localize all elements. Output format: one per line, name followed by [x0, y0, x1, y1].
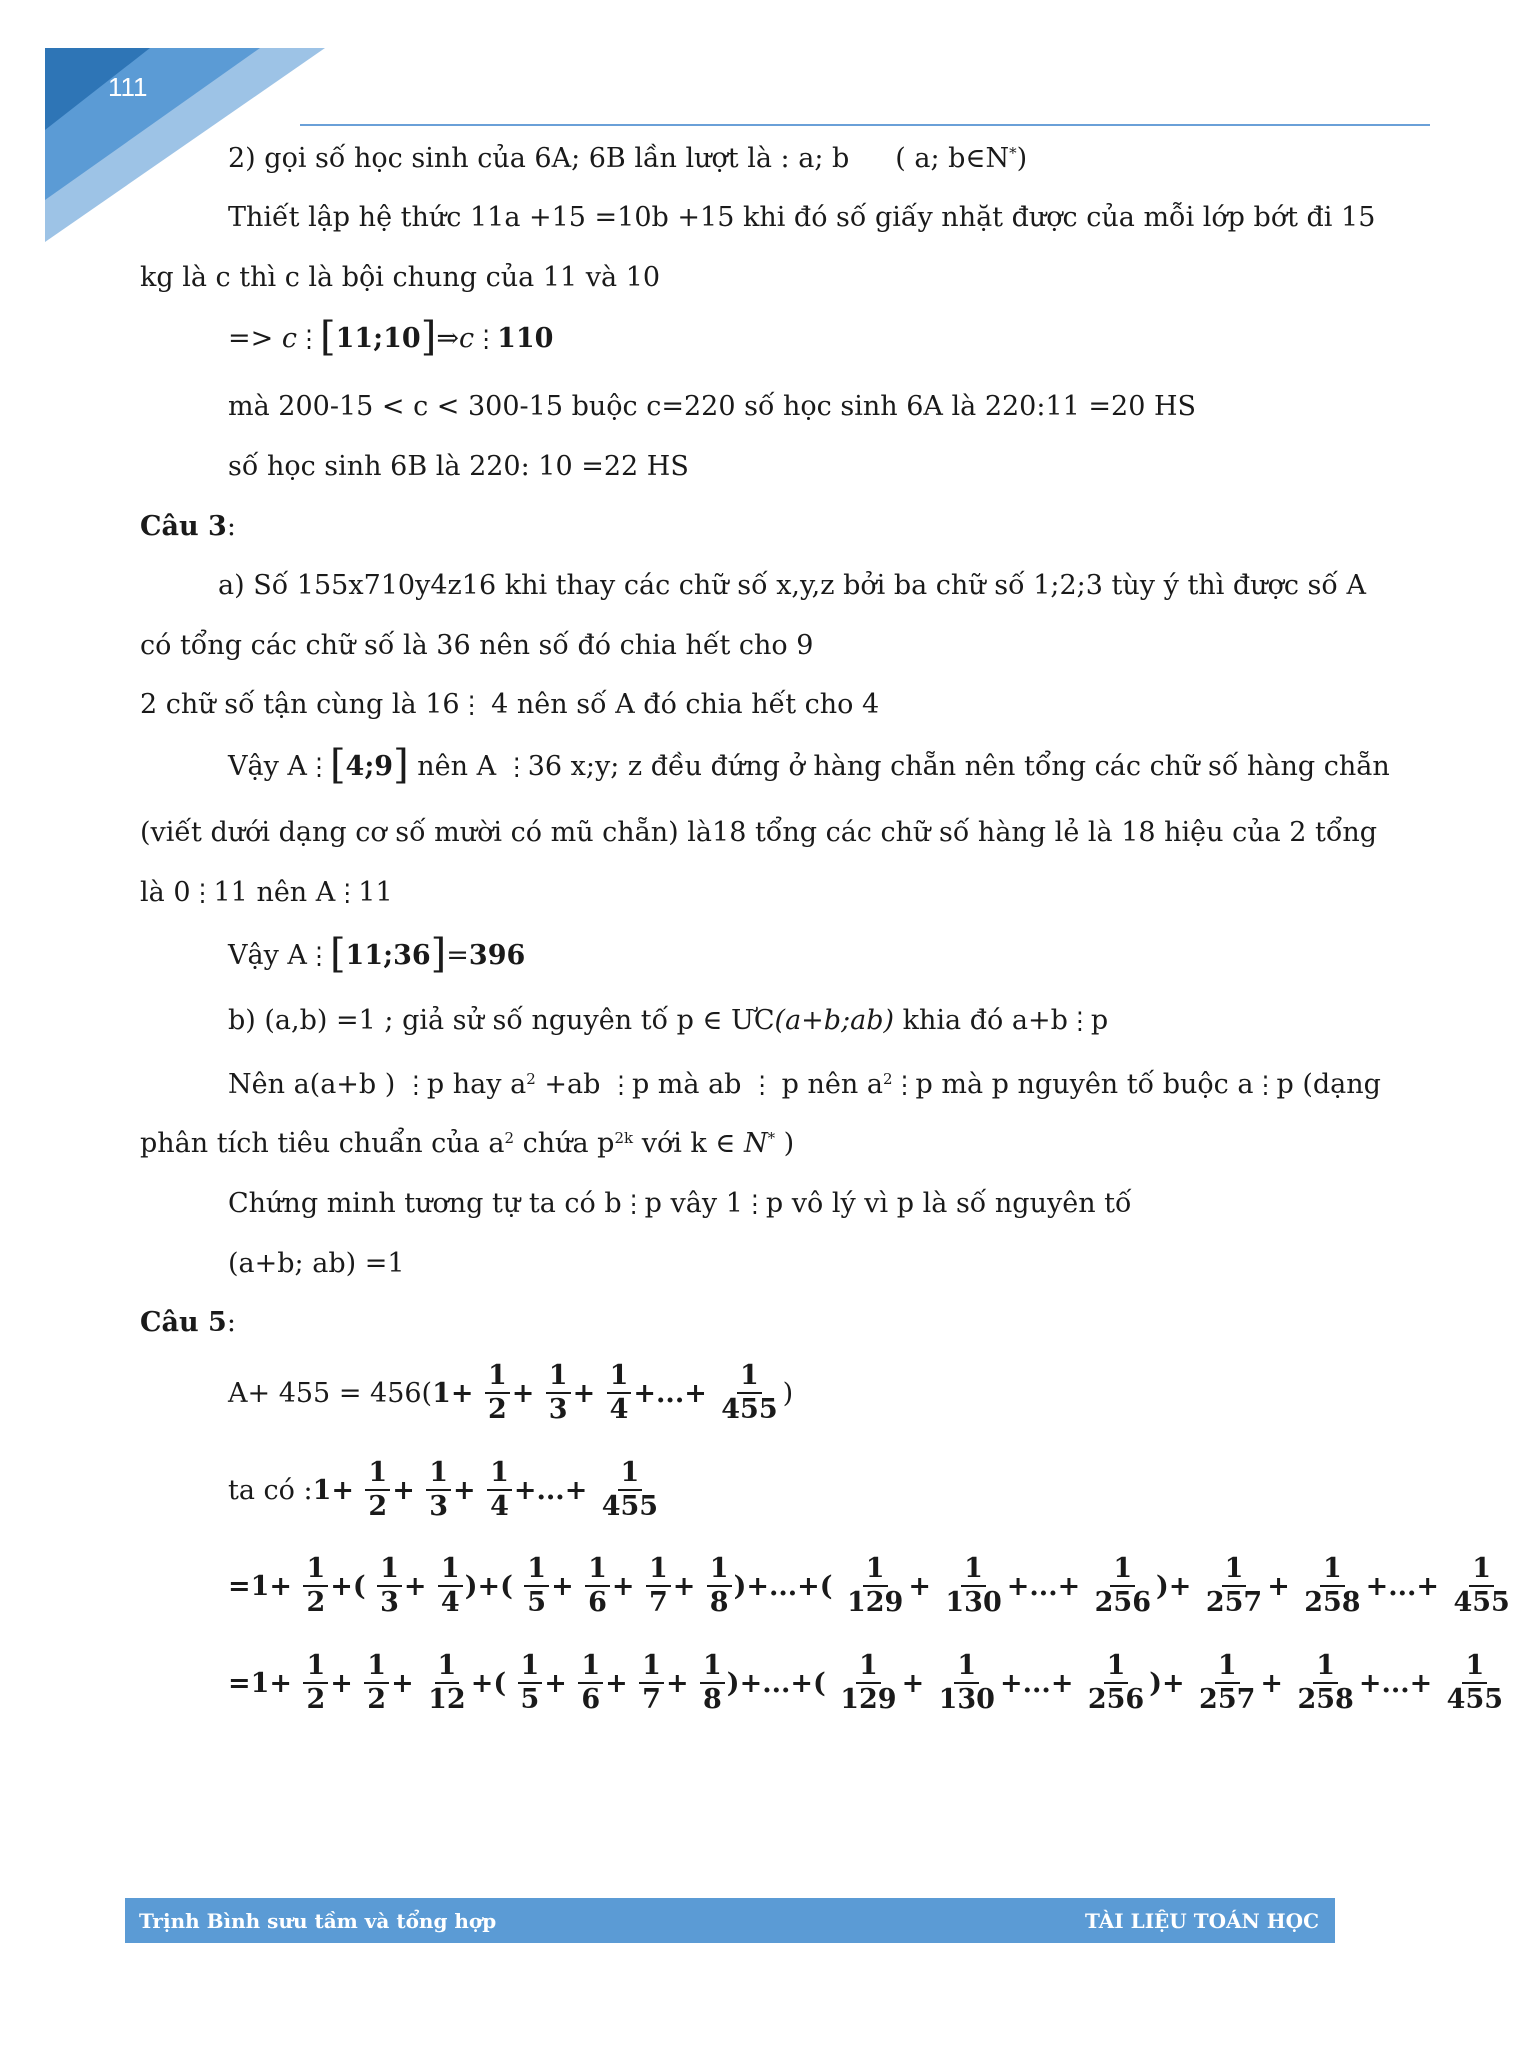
equation: A+ 455 = 456(1+ $\frac{1}{2}$ + $\frac{1}{3}$ + $\frac{1}{4}$ +...+ $\frac{1}{455}$ ): [228, 1360, 794, 1425]
text-line: Thiết lập hệ thức 11a +15 =10b +15 khi đó số giấy nhặt được của mỗi lớp bớt đi 15: [228, 202, 1376, 233]
text-line: là 0⋮11 nên A⋮11: [140, 877, 393, 908]
page-number: 111: [108, 72, 148, 102]
section-heading: Câu 3:: [140, 511, 236, 542]
text-line: Vậy A⋮[4;9] nên A ⋮36 x;y; z đều đứng ở hàng chẵn nên tổng các chữ số hàng chẵn: [228, 742, 1390, 788]
header-rule: [300, 124, 1430, 126]
text-line: b) (a,b) =1 ; giả sử số nguyên tố p ∈ ƯC(a+b;ab) khia đó a+b⋮p: [228, 1005, 1109, 1036]
equation: =1+ $\frac{1}{2}$ + $\frac{1}{2}$ + $\frac{1}{12}$ +( $\frac{1}{5}$ + $\frac{1}{6}$ + $\frac{1}{7}$ + $\frac{1}{8}$ )+...+( $\frac{1}{129}$ + $\frac{1}{130}$ +...+ $\frac{1}{256}$ )+ $\frac{1}{257}$ + $\frac{1}{258}$ +...+ $\frac{1}{455}$: [228, 1650, 1504, 1715]
footer-author: Trịnh Bình sưu tầm và tổng hợp: [139, 1909, 497, 1933]
text-line: 2 chữ số tận cùng là 16⋮ 4 nên số A đó chia hết cho 4: [140, 689, 880, 720]
section-heading: Câu 5:: [140, 1307, 236, 1338]
text-line: Chứng minh tương tự ta có b⋮p vây 1⋮p vô lý vì p là số nguyên tố: [228, 1188, 1132, 1219]
text-line: kg là c thì c là bội chung của 11 và 10: [140, 262, 661, 293]
equation: =1+ $\frac{1}{2}$ +( $\frac{1}{3}$ + $\frac{1}{4}$ )+( $\frac{1}{5}$ + $\frac{1}{6}$ + $\frac{1}{7}$ + $\frac{1}{8}$ )+...+( $\frac{1}{129}$ + $\frac{1}{130}$ +...+ $\frac{1}{256}$ )+ $\frac{1}{257}$ + $\frac{1}{258}$ +...+ $\frac{1}{455}$: [228, 1553, 1510, 1618]
math-line: Vậy A⋮[11;36]=396: [228, 931, 526, 977]
footer-bar: [125, 1898, 1335, 1943]
text-line: mà 200-15 < c < 300-15 buộc c=220 số học sinh 6A là 220:11 =20 HS: [228, 391, 1196, 422]
text-line: phân tích tiêu chuẩn của $a^2$ chứa $p^{2k}$ với k ∈ N* ): [140, 1128, 795, 1159]
text-line: có tổng các chữ số là 36 nên số đó chia hết cho 9: [140, 630, 814, 661]
text-line: số học sinh 6B là 220: 10 =22 HS: [228, 451, 689, 482]
text-line: (viết dưới dạng cơ số mười có mũ chẵn) là18 tổng các chữ số hàng lẻ là 18 hiệu của 2 tổng: [140, 817, 1378, 848]
text-line: (a+b; ab) =1: [228, 1248, 405, 1279]
equation: ta có :1+ $\frac{1}{2}$ + $\frac{1}{3}$ + $\frac{1}{4}$ +...+ $\frac{1}{455}$: [228, 1457, 659, 1522]
text-line: Nên a(a+b ) ⋮p hay $a^2 +ab$ ⋮p mà ab ⋮ p nên $a^2⋮p$ mà p nguyên tố buộc a⋮p (dạng: [228, 1069, 1381, 1100]
text-line: a) Số 155x710y4z16 khi thay các chữ số x,y,z bởi ba chữ số 1;2;3 tùy ý thì được số A: [218, 570, 1367, 601]
footer-title: TÀI LIỆU TOÁN HỌC: [1085, 1909, 1319, 1933]
text-line: 2) gọi số học sinh của 6A; 6B lần lượt là : a; b ( a; b∈N*): [228, 143, 1028, 174]
math-line: => c⋮[11;10]⇒c⋮110: [228, 314, 554, 360]
